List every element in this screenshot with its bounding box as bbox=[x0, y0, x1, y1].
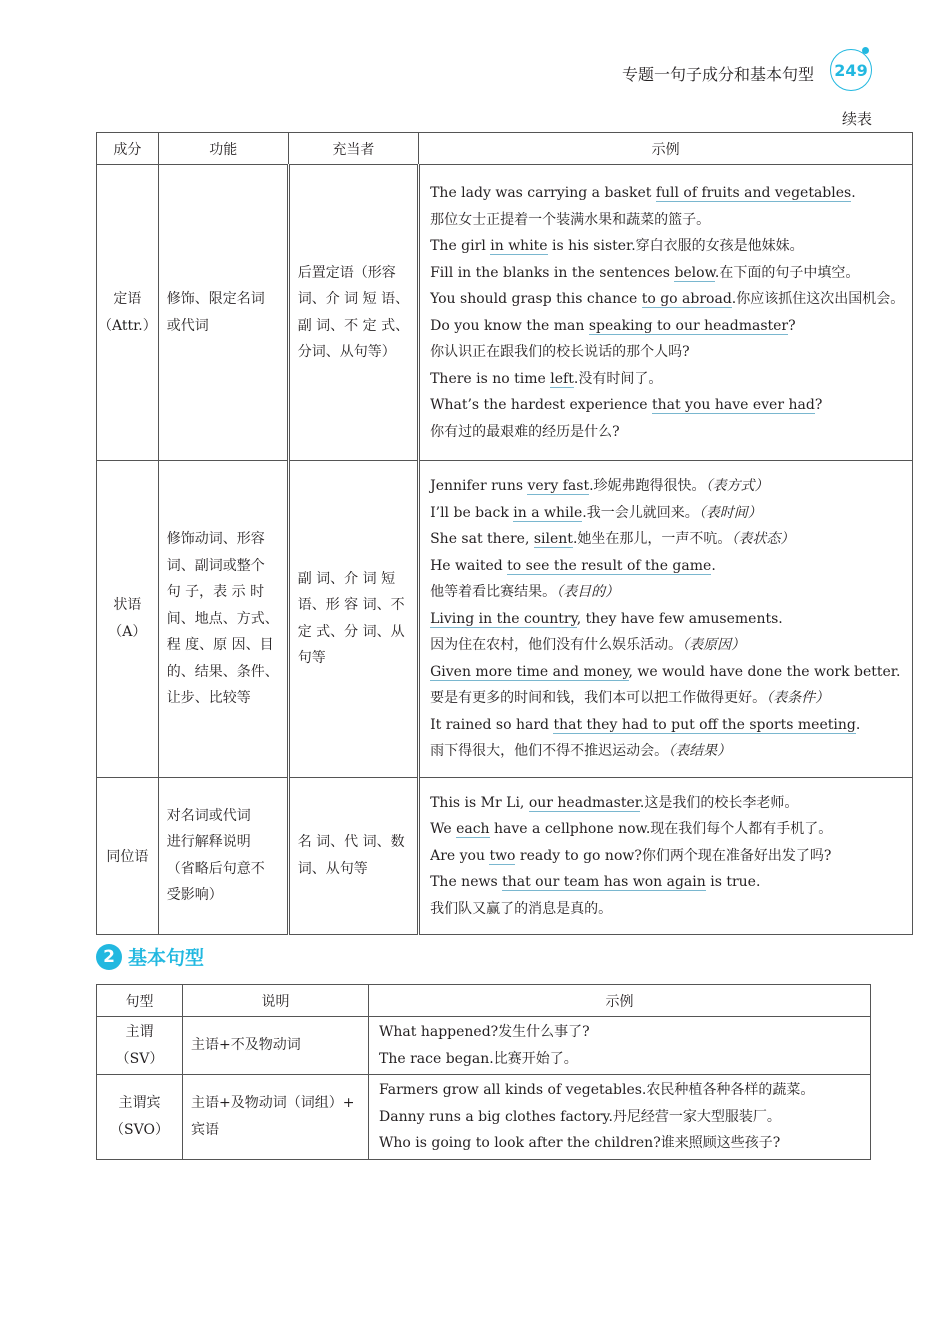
header-filler: 充当者 bbox=[288, 133, 418, 165]
page-header bbox=[0, 52, 950, 96]
section-title: 基本句型 bbox=[128, 947, 205, 969]
example-line: 雨下得很大，他们不得不推迟运动会。（表结果） bbox=[430, 743, 732, 759]
example-line: I’ll be back in a while.我一会儿就回来。（表时间） bbox=[430, 504, 762, 521]
example-line: 你有过的最艰难的经历是什么? bbox=[430, 423, 620, 440]
example-cell bbox=[419, 165, 913, 461]
example-line: This is Mr Li, our headmaster.这是我们的校长李老师。 bbox=[430, 794, 799, 811]
example-line: There is no time left.没有时间了。 bbox=[430, 370, 663, 387]
table-row-sv bbox=[97, 1017, 871, 1075]
example-line: Danny runs a big clothes factory.丹尼经营一家大型服装厂。 bbox=[379, 1108, 781, 1125]
badge-dot-icon bbox=[862, 47, 869, 54]
example-line: Farmers grow all kinds of vegetables.农民种植各种各样的蔬菜。 bbox=[379, 1082, 815, 1098]
example-line: She sat there, silent.她坐在那儿，一声不吭。（表状态） bbox=[430, 531, 795, 547]
header-pattern: 句型 bbox=[97, 985, 183, 1017]
example-line: We each have a cellphone now.现在我们每个人都有手机了。 bbox=[430, 821, 833, 837]
table-row-appositive bbox=[97, 777, 913, 935]
description-cell: 主语+及物动词（词组）+ 宾语 bbox=[183, 1075, 369, 1160]
component-cell: 定语 （Attr.） bbox=[97, 165, 159, 461]
example-line: 要是有更多的时间和钱，我们本可以把工作做得更好。（表条件） bbox=[430, 690, 830, 706]
example-line: It rained so hard that they had to put off the sports meeting. bbox=[430, 716, 861, 733]
example-line: He waited to see the result of the game. bbox=[430, 557, 716, 574]
filler-cell: 名 词、代 词、数 词、从句等 bbox=[288, 777, 418, 935]
header-example: 示例 bbox=[369, 985, 871, 1017]
example-cell bbox=[369, 1017, 871, 1075]
example-line: You should grasp this chance to go abroad.你应该抓住这次出国机会。 bbox=[430, 291, 905, 307]
example-line: Jennifer runs very fast.珍妮弗跑得很快。（表方式） bbox=[430, 478, 769, 494]
example-line: Do you know the man speaking to our headmaster? bbox=[430, 317, 796, 334]
pattern-cell: 主谓 （SV） bbox=[97, 1017, 183, 1075]
sentence-patterns-table bbox=[96, 984, 871, 1160]
page-number: 249 bbox=[834, 60, 868, 80]
example-cell bbox=[419, 777, 913, 935]
table-row-adverbial bbox=[97, 461, 913, 778]
header-text bbox=[622, 62, 814, 85]
example-cell bbox=[419, 461, 913, 778]
example-line: The lady was carrying a basket full of fruits and vegetables. bbox=[430, 185, 856, 201]
example-cell bbox=[369, 1075, 871, 1160]
example-line: The girl in white is his sister.穿白衣服的女孩是他妹妹。 bbox=[430, 238, 804, 254]
example-line: The news that our team has won again is true. bbox=[430, 874, 761, 890]
example-line: Who is going to look after the children?谁来照顾这些孩子? bbox=[379, 1135, 781, 1151]
component-cell: 同位语 bbox=[97, 777, 159, 935]
header-description: 说明 bbox=[183, 985, 369, 1017]
example-line: Living in the country, they have few amusements. bbox=[430, 610, 783, 627]
components-table bbox=[96, 132, 913, 935]
example-line: What’s the hardest experience that you have ever had? bbox=[430, 397, 823, 413]
example-line: Given more time and money, we would have done the work better. bbox=[430, 663, 901, 680]
section-number-badge: 2 bbox=[96, 944, 122, 970]
header-function: 功能 bbox=[158, 133, 288, 165]
example-line: Fill in the blanks in the sentences below.在下面的句子中填空。 bbox=[430, 264, 860, 281]
example-line: What happened?发生什么事了? bbox=[379, 1024, 590, 1040]
table-row-attributive bbox=[97, 165, 913, 461]
table-header-row bbox=[97, 985, 871, 1017]
example-line: 那位女士正提着一个装满水果和蔬菜的篮子。 bbox=[430, 211, 711, 228]
filler-cell: 副 词、介 词 短 语、形 容 词、不 定 式、分 词、从 句等 bbox=[288, 461, 418, 778]
header-example: 示例 bbox=[419, 133, 913, 165]
example-line: 因为住在农村，他们没有什么娱乐活动。（表原因） bbox=[430, 637, 746, 653]
function-cell: 修饰、限定名词 或代词 bbox=[158, 165, 288, 461]
pattern-cell: 主谓宾 （SVO） bbox=[97, 1075, 183, 1160]
header-component: 成分 bbox=[97, 133, 159, 165]
page-number-badge bbox=[830, 49, 872, 91]
example-line: Are you two ready to go now?你们两个现在准备好出发了吗? bbox=[430, 847, 832, 864]
example-line: 他等着看比赛结果。（表目的） bbox=[430, 584, 620, 600]
filler-cell: 后置定语（形容 词、介 词 短 语、 副 词、不 定 式、 分词、从句等） bbox=[288, 165, 418, 461]
function-cell: 对名词或代词 进行解释说明 （省略后句意不 受影响） bbox=[158, 777, 288, 935]
component-cell: 状语 （A） bbox=[97, 461, 159, 778]
example-line: 我们队又赢了的消息是真的。 bbox=[430, 900, 613, 917]
example-line: The race began.比赛开始了。 bbox=[379, 1050, 578, 1067]
description-cell: 主语+不及物动词 bbox=[183, 1017, 369, 1075]
section-heading bbox=[96, 943, 204, 970]
function-cell: 修饰动词、形容 词、副词或整个 句 子，表 示 时 间、地点、方式、 程 度、原 因、目 的、结果、条件、 让步、比较等 bbox=[158, 461, 288, 778]
table-row-svo bbox=[97, 1075, 871, 1160]
topic-label: 专题一 bbox=[621, 65, 670, 84]
example-line: 你认识正在跟我们的校长说话的那个人吗? bbox=[430, 344, 690, 360]
table-header-row bbox=[97, 133, 913, 165]
continued-label: 续表 bbox=[841, 110, 872, 128]
topic-title: 句子成分和基本句型 bbox=[669, 65, 814, 84]
